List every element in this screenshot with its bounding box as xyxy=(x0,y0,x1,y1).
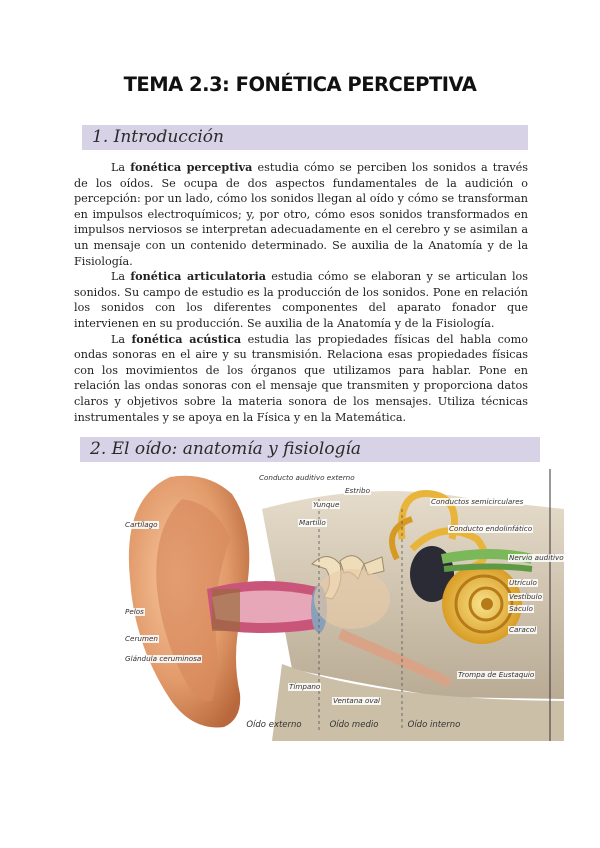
label-pelos: Pelos xyxy=(125,607,144,616)
paragraph: La fonética perceptiva estudia cómo se perciben los sonidos a través de los oídos. Se ocupa de dos aspectos fundamentales de la audición o percepción: por un lado, cómo los sonidos llegan al oído y cómo se transforman en impulsos electroquímicos; y, por otro, cómo esos sonidos transformados en impulsos nerviosos se interpretan adecuadamente en el cerebro y se asimilan a un mensaje con un contenido determinado. Se auxilia de la Anatomía y de la Fisiología. xyxy=(74,160,528,268)
label-saculo: Sáculo xyxy=(509,604,533,613)
label-caracol: Caracol xyxy=(509,625,537,634)
label-semicirculares: Conductos semicirculares xyxy=(431,497,524,506)
section-heading-band xyxy=(80,437,540,462)
label-oido-externo: Oído externo xyxy=(246,720,302,730)
label-ventana: Ventana oval xyxy=(333,696,380,705)
label-endolinfatico: Conducto endolinfático xyxy=(449,524,533,533)
term-highlight: fonética articulatoria xyxy=(130,269,266,284)
section-heading-introduccion: 1. Introducción xyxy=(92,127,224,147)
label-oido-medio: Oído medio xyxy=(329,720,379,730)
label-conducto: Conducto auditivo externo xyxy=(259,473,355,482)
label-cerumen: Cerumen xyxy=(125,634,158,643)
term-highlight: fonética acústica xyxy=(131,331,242,346)
label-martillo: Martillo xyxy=(299,518,326,527)
paragraph: La fonética articulatoria estudia cómo se elaboran y se articulan los sonidos. Su campo de estudio es la producción de los sonidos. Pone en relación los sonidos con los diferentes componentes del aparato fonador que intervienen en su producción. Se auxilia de la Anatomía y de la Fisiología. xyxy=(74,269,528,330)
label-utriculo: Utrículo xyxy=(509,578,537,587)
ear-anatomy-figure xyxy=(112,469,564,741)
label-yunque: Yunque xyxy=(313,500,340,509)
label-oido-interno: Oído interno xyxy=(407,720,461,730)
paragraph: La fonética acústica estudia las propiedades físicas del habla como ondas sonoras en el aire y su transmisión. Relaciona esas propiedades físicas con los movimientos de los órganos que utilizamos para hablar. Pone en relación las ondas sonoras con el mensaje que transmiten y proporciona datos claros y objetivos sobre la materia sonora de los mensajes. Utiliza técnicas instrumentales y se apoya en la Física y en la Matemática. xyxy=(74,331,528,424)
label-glandula: Glándula ceruminosa xyxy=(125,654,202,663)
page-title: TEMA 2.3: FONÉTICA PERCEPTIVA xyxy=(123,73,477,96)
section-heading-band xyxy=(82,125,528,150)
label-nervio: Nervio auditivo xyxy=(509,553,564,562)
label-timpano: Tímpano xyxy=(289,682,321,691)
label-cartilago: Cartílago xyxy=(125,520,158,529)
label-estribo: Estribo xyxy=(345,486,371,495)
label-trompa: Trompa de Eustaquio xyxy=(458,670,535,679)
label-vestibulo: Vestíbulo xyxy=(509,592,542,601)
term-highlight: fonética perceptiva xyxy=(130,160,253,174)
section-heading-oido: 2. El oído: anatomía y fisiología xyxy=(90,439,362,459)
intro-text xyxy=(74,160,528,425)
